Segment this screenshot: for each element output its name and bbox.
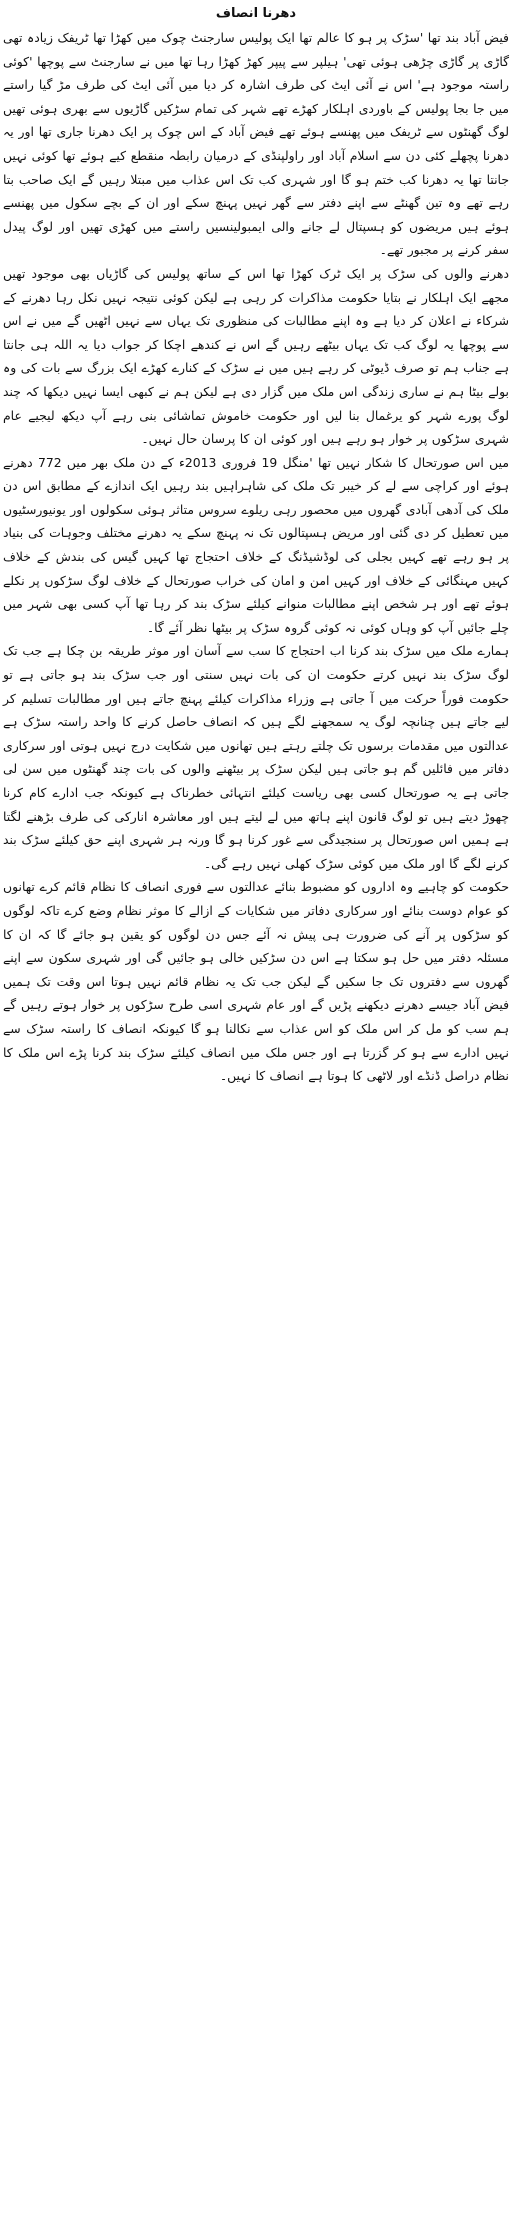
- article-body: [3, 26, 509, 1088]
- article-title: دھرنا انصاف: [215, 6, 297, 21]
- article-paragraph: میں اس صورتحال کا شکار نہیں تھا 'منگل 19 فروری 2013ء کے دن ملک بھر میں 772 دھرنے ہوئے اور کراچی سے لے کر خیبر تک ملک کی شاہراہیں بند رہیں ایک اندازے کے مطابق اس دن ملک کی آدھی آبادی گھروں میں محصور رہی ریلوے سروس متاثر ہوئی سکولوں اور یونیورسٹیوں میں تعطیل کر دی گئی اور مریض ہسپتالوں تک نہ پہنچ سکے یہ دھرنے مختلف وجوہات کی بنیاد پر ہو رہے تھے کہیں بجلی کی لوڈشیڈنگ کے خلاف احتجاج تھا کہیں گیس کی بندش کے خلاف کہیں مہنگائی کے خلاف اور کہیں امن و امان کی خراب صورتحال کے خلاف لوگ سڑکوں پر نکلے ہوئے تھے اور ہر شخص اپنے مطالبات منوانے کیلئے سڑک بند کر رہا تھا آپ کسی بھی شہر میں چلے جائیں آپ کو وہاں کوئی نہ کوئی گروہ سڑک پر بیٹھا نظر آئے گا۔: [3, 454, 509, 635]
- article-paragraph: فیض آباد بند تھا 'سڑک پر ہو کا عالم تھا ایک پولیس سارجنٹ چوک میں کھڑا تھا ٹریفک زیادہ تھی گاڑی پر گاڑی چڑھی ہوئی تھی' ہیلپر سے پیپر کھڑ کھڑا رہا تھا میں نے سارجنٹ سے پوچھا 'کوئی راستہ موجود ہے' اس نے آئی ایٹ کی طرف اشارہ کر دیا میں آئی ایٹ کی طرف مڑ گیا راستے میں جا بجا پولیس کے باوردی اہلکار کھڑے تھے شہر کی تمام سڑکیں گاڑیوں سے بھری ہوئی تھیں لوگ گھنٹوں سے ٹریفک میں پھنسے ہوئے تھے فیض آباد کے اس چوک پر ایک دھرنا جاری تھا اور یہ دھرنا پچھلے کئی دن سے اسلام آباد اور راولپنڈی کے درمیان رابطہ منقطع کیے ہوئے تھا کوئی نہیں جانتا تھا یہ دھرنا کب ختم ہو گا اور شہری کب تک اس عذاب میں مبتلا رہیں گے ایک صاحب بتا رہے تھے وہ تین گھنٹے سے اپنے دفتر سے گھر نہیں پہنچ سکے اور ان کے بچے سکول میں پھنسے ہوئے ہیں مریضوں کو ہسپتال لے جانے والی ایمبولینسیں راستے میں کھڑی تھیں اور لوگ پیدل سفر کرنے پر مجبور تھے۔: [3, 30, 509, 258]
- article-paragraph: حکومت کو چاہیے وہ اداروں کو مضبوط بنائے عدالتوں سے فوری انصاف کا نظام قائم کرے تھانوں کو عوام دوست بنائے اور سرکاری دفاتر میں شکایات کے ازالے کا موثر نظام وضع کرے تاکہ لوگوں کو سڑکوں پر آنے کی ضرورت ہی پیش نہ آئے جس دن لوگوں کو یقین ہو جائے گا کہ ان کا مسئلہ دفتر میں حل ہو سکتا ہے اس دن سڑکیں خالی ہو جائیں گی اور شہری سکون سے اپنے گھروں سے دفتروں تک جا سکیں گے لیکن جب تک یہ نظام قائم نہیں ہوتا اس وقت تک ہمیں فیض آباد جیسے دھرنے دیکھنے پڑیں گے اور عام شہری اسی طرح سڑکوں پر خوار ہوتے رہیں گے ہم سب کو مل کر اس ملک کو اس عذاب سے نکالنا ہو گا کیونکہ انصاف کا راستہ سڑک سے نہیں ادارے سے ہو کر گزرتا ہے اور جس ملک میں انصاف کیلئے سڑک بند کرنا پڑے اس ملک کا نظام دراصل ڈنڈے اور لاٹھی کا ہوتا ہے انصاف کا نہیں۔: [3, 879, 509, 1084]
- article-paragraph: ہمارے ملک میں سڑک بند کرنا اب احتجاج کا سب سے آسان اور موثر طریقہ بن چکا ہے جب تک لوگ سڑک بند نہیں کرتے حکومت ان کی بات نہیں سنتی اور جب سڑک بند ہو جاتی ہے تو حکومت فوراً حرکت میں آ جاتی ہے وزراء مذاکرات کیلئے پہنچ جاتے ہیں اور مطالبات تسلیم کر لیے جاتے ہیں چنانچہ لوگ یہ سمجھنے لگے ہیں کہ انصاف حاصل کرنے کا واحد راستہ سڑک ہے عدالتوں میں مقدمات برسوں تک چلتے رہتے ہیں تھانوں میں شکایت درج نہیں ہوتی اور سرکاری دفاتر میں فائلیں گم ہو جاتی ہیں لیکن سڑک پر بیٹھنے والوں کی بات چند گھنٹوں میں سن لی جاتی ہے یہ صورتحال کسی بھی ریاست کیلئے انتہائی خطرناک ہے کیونکہ جب ادارے کام کرنا چھوڑ دیتے ہیں تو لوگ قانون اپنے ہاتھ میں لے لیتے ہیں اور معاشرہ انارکی کی طرف بڑھنے لگتا ہے ہمیں اس صورتحال پر سنجیدگی سے غور کرنا ہو گا ورنہ ہر شہری اپنے حق کیلئے سڑک بند کرنے لگے گا اور ملک میں کوئی سڑک کھلی نہیں رہے گی۔: [3, 643, 509, 871]
- article-paragraph: دھرنے والوں کی سڑک پر ایک ٹرک کھڑا تھا اس کے ساتھ پولیس کی گاڑیاں بھی موجود تھیں مجھے ایک اہلکار نے بتایا حکومت مذاکرات کر رہی ہے لیکن کوئی نتیجہ نہیں نکل رہا دھرنے کے شرکاء نے اعلان کر دیا ہے وہ اپنے مطالبات کی منظوری تک یہاں سے نہیں اٹھیں گے میں نے اس سے پوچھا یہ لوگ کب تک یہاں بیٹھے رہیں گے اس نے کندھے اچکا کر جواب دیا یہ اللہ ہی جانتا ہے جناب ہم تو صرف ڈیوٹی کر رہے ہیں میں نے سڑک کے کنارے کھڑے ایک بزرگ سے بات کی وہ بولے بیٹا ہم نے ساری زندگی اس ملک میں گزار دی ہے لیکن ہم نے کبھی ایسا نہیں دیکھا کہ چند لوگ پورے شہر کو یرغمال بنا لیں اور حکومت خاموش تماشائی بنی رہے آپ دیکھ لیجیے عام شہری سڑکوں پر خوار ہو رہے ہیں اور کوئی ان کا پرسان حال نہیں۔: [3, 265, 509, 447]
